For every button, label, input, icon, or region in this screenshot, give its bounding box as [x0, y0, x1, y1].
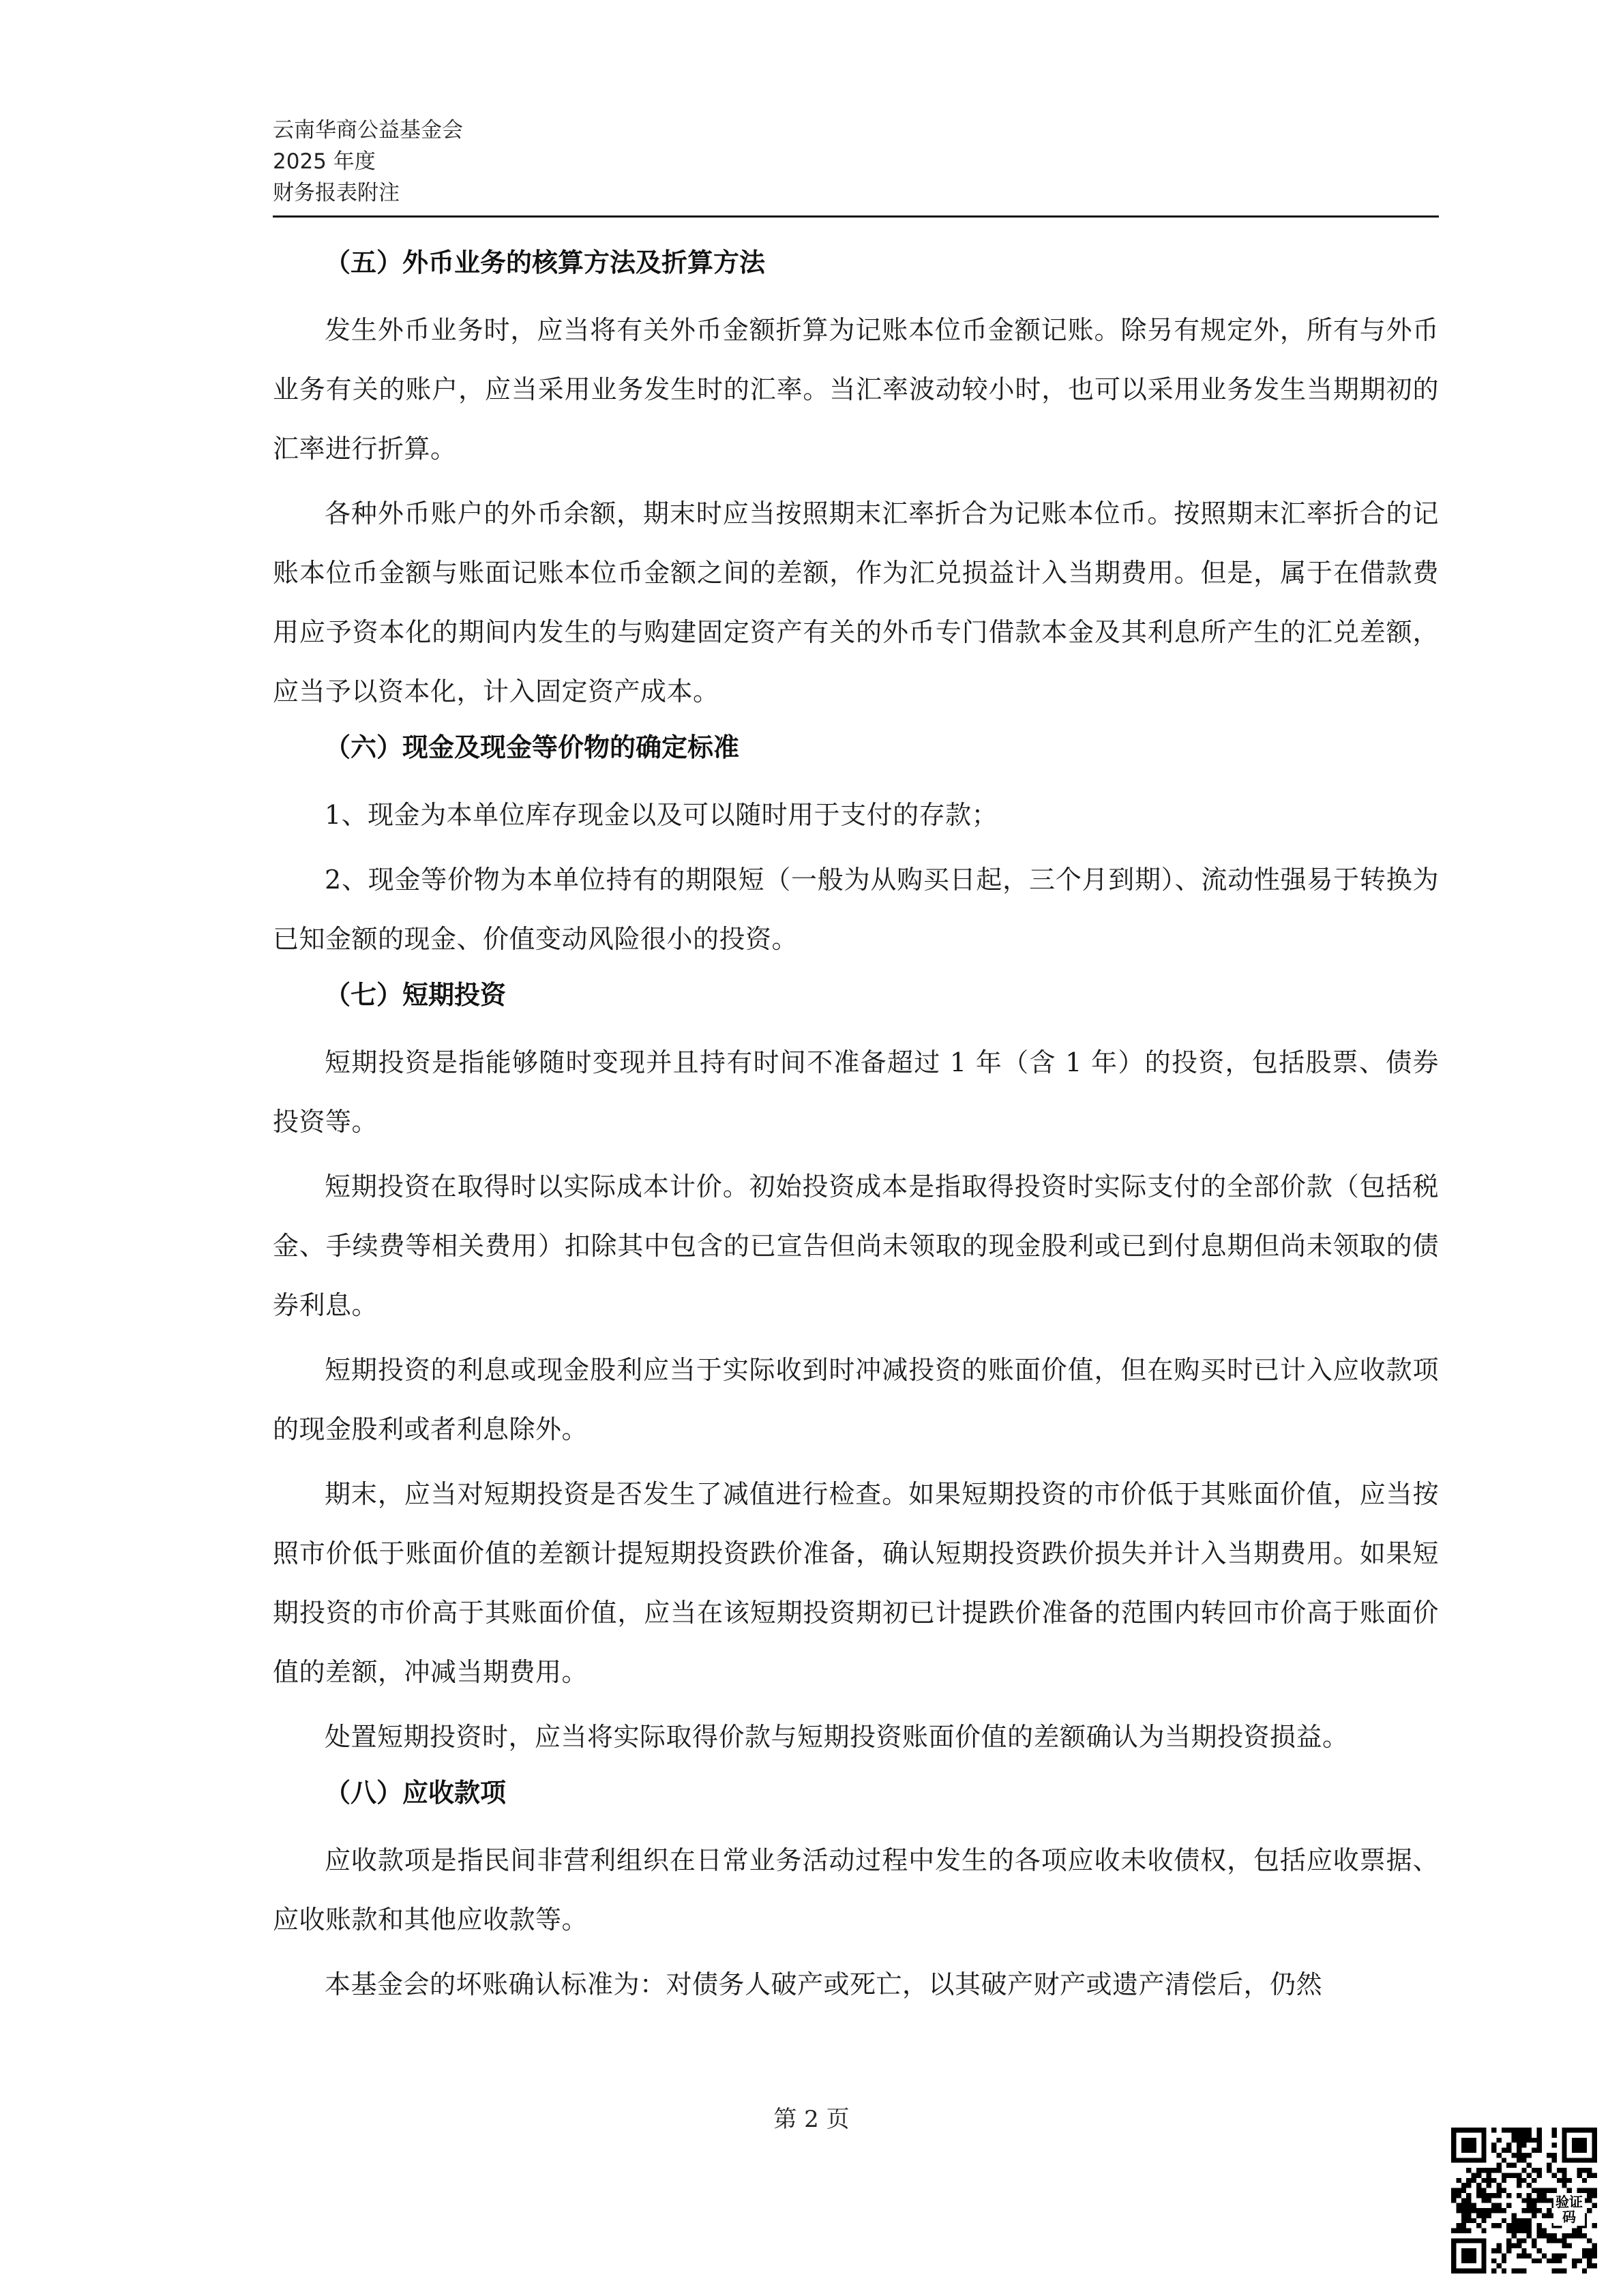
- section-short-term-investment: [273, 974, 1439, 1767]
- section-cash-equivalents: [273, 727, 1439, 969]
- organization-name: 云南华商公益基金会: [273, 118, 463, 143]
- paragraph: 短期投资的利息或现金股利应当于实际收到时冲减投资的账面价值，但在购买时已计入应收款项的现金股利或者利息除外。: [273, 1355, 1439, 1444]
- paragraph: 短期投资是指能够随时变现并且持有时间不准备超过 1 年（含 1 年）的投资，包括股票、债券投资等。: [273, 1047, 1439, 1137]
- paragraph: 处置短期投资时，应当将实际取得价款与短期投资账面价值的差额确认为当期投资损益。: [325, 1722, 1349, 1752]
- paragraph: 应收款项是指民间非营利组织在日常业务活动过程中发生的各项应收未收债权，包括应收票据、应收账款和其他应收款等。: [273, 1845, 1439, 1935]
- paragraph: 短期投资在取得时以实际成本计价。初始投资成本是指取得投资时实际支付的全部价款（包括税金、手续费等相关费用）扣除其中包含的已宣告但尚未领取的现金股利或已到付息期但尚未领取的债券利息。: [273, 1172, 1439, 1320]
- qr-verify-label: 验证码: [1553, 2193, 1585, 2226]
- paragraph: 2、现金等价物为本单位持有的期限短（一般为从购买日起，三个月到期）、流动性强易于转换为已知金额的现金、价值变动风险很小的投资。: [273, 865, 1439, 954]
- section-heading: （八）应收款项: [325, 1778, 507, 1808]
- section-heading: （七）短期投资: [325, 980, 507, 1010]
- paragraph: 发生外币业务时，应当将有关外币金额折算为记账本位币金额记账。除另有规定外，所有与外币业务有关的账户，应当采用业务发生时的汇率。当汇率波动较小时，也可以采用业务发生当期期初的汇率进行折算。: [273, 315, 1439, 464]
- paragraph: 各种外币账户的外币余额，期末时应当按照期末汇率折合为记账本位币。按照期末汇率折合的记账本位币金额与账面记账本位币金额之间的差额，作为汇兑损益计入当期费用。但是，属于在借款费用应予资本化的期间内发生的与购建固定资产有关的外币专门借款本金及其利息所产生的汇兑差额，应当予以资本化，计入固定资产成本。: [273, 498, 1439, 706]
- paragraph: 1、现金为本单位库存现金以及可以随时用于支付的存款；: [325, 800, 998, 830]
- section-heading: （六）现金及现金等价物的确定标准: [325, 732, 740, 762]
- header-divider: [273, 215, 1439, 218]
- section-foreign-currency: [273, 242, 1439, 721]
- qr-code-icon: [1451, 2128, 1597, 2273]
- page-number: 第 2 页: [773, 2106, 850, 2133]
- report-year: 2025 年度: [273, 149, 376, 174]
- document-title: 财务报表附注: [273, 181, 400, 205]
- section-heading: （五）外币业务的核算方法及折算方法: [325, 248, 766, 278]
- paragraph: 本基金会的坏账确认标准为：对债务人破产或死亡，以其破产财产或遗产清偿后，仍然: [325, 1969, 1323, 1999]
- document-body: [273, 242, 1439, 2020]
- section-receivables: [273, 1772, 1439, 2014]
- page-header: [273, 115, 1439, 209]
- paragraph: 期末，应当对短期投资是否发生了减值进行检查。如果短期投资的市价低于其账面价值，应当按照市价低于账面价值的差额计提短期投资跌价准备，确认短期投资跌价损失并计入当期费用。如果短期投资的市价高于其账面价值，应当在该短期投资期初已计提跌价准备的范围内转回市价高于账面价值的差额，冲减当期费用。: [273, 1479, 1439, 1687]
